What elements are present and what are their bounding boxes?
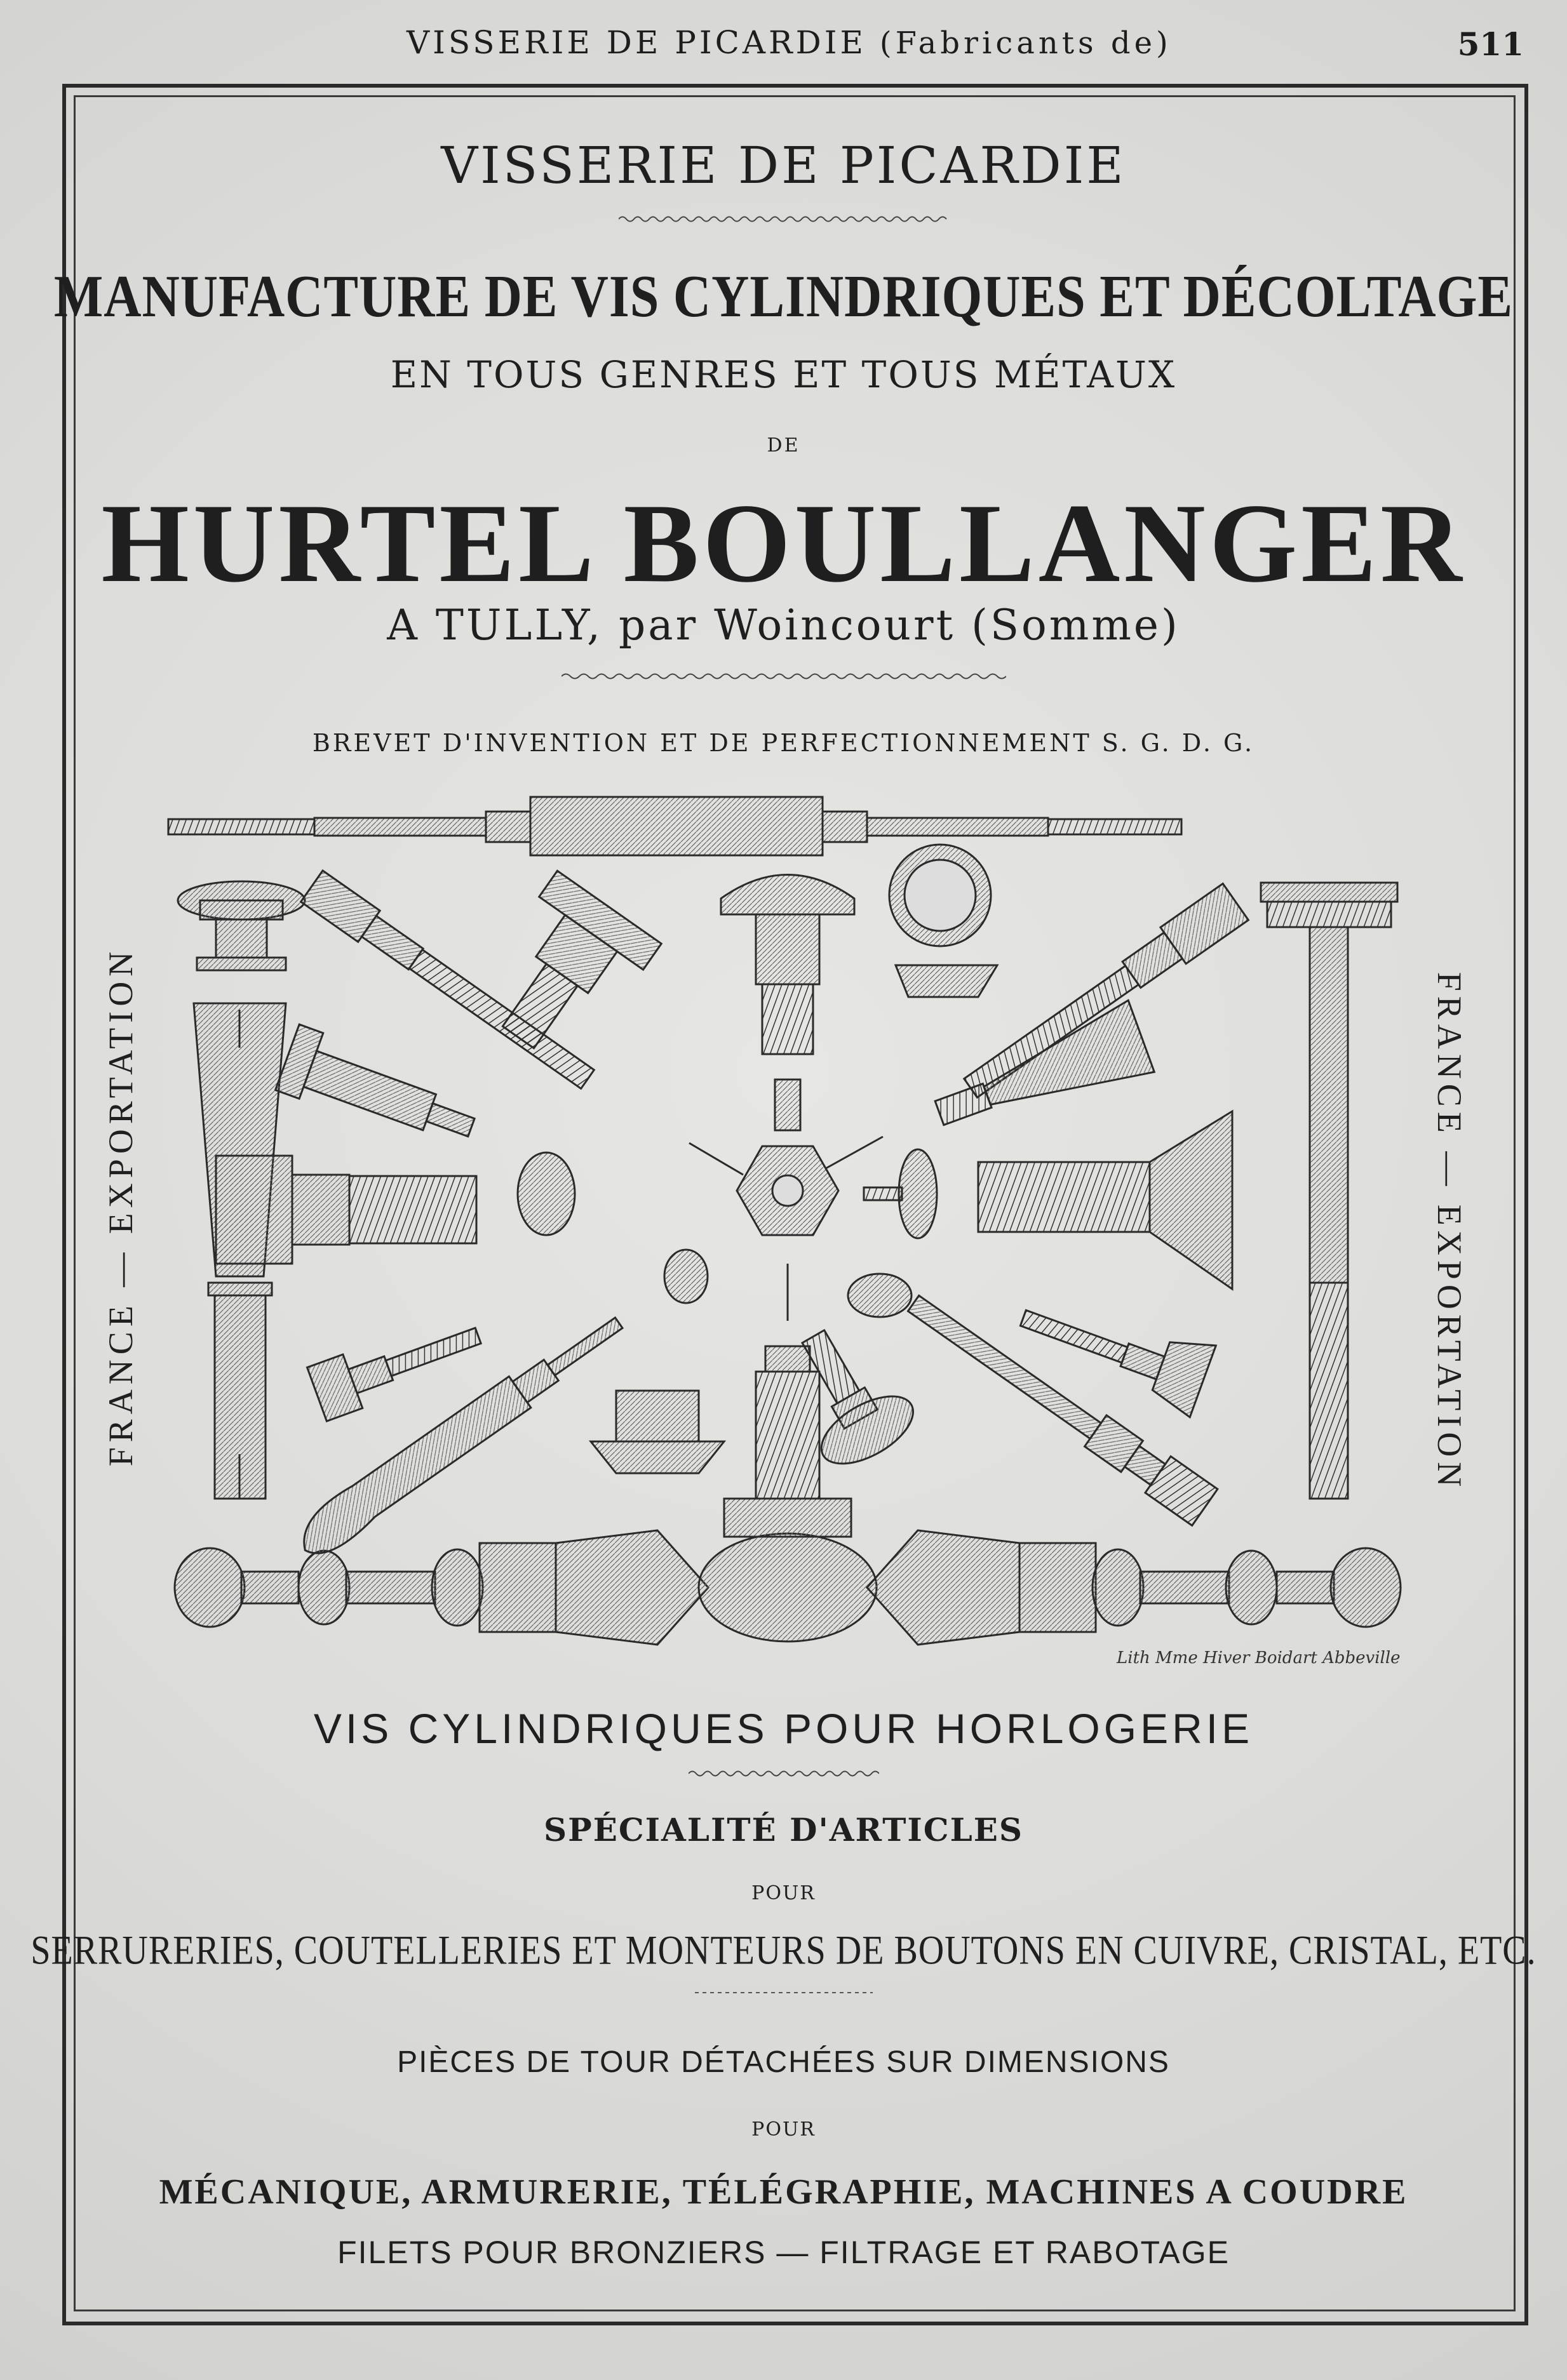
- flanged-cap: [591, 1391, 724, 1473]
- page-number: 511: [1457, 25, 1524, 63]
- long-threaded-rod: [168, 797, 1181, 855]
- turned-parts-line: PIÈCES DE TOUR DÉTACHÉES SUR DIMENSIONS: [397, 2045, 1170, 2079]
- running-head-subtitle: (Fabricants de): [879, 25, 1172, 61]
- genres-line: EN TOUS GENRES ET TOUS MÉTAUX: [390, 353, 1177, 396]
- hex-bolt: [216, 1153, 575, 1264]
- lithographer-credit: Lith Mme Hiver Boidart Abbeville: [1117, 1648, 1401, 1668]
- manufacture-line: MANUFACTURE DE VIS CYLINDRIQUES ET DÉCOLTAGE: [53, 263, 1514, 330]
- central-hex-nut: [737, 1146, 838, 1235]
- eye-ring: [889, 845, 997, 997]
- ornament-rule: [695, 1989, 873, 1996]
- ornament-rule: [562, 672, 1006, 681]
- clock-screws-line: VIS CYLINDRIQUES POUR HORLOGERIE: [313, 1705, 1254, 1752]
- de-line: DE: [767, 434, 800, 457]
- patent-line: BREVET D'INVENTION ET DE PERFECTIONNEMENT S. G. D. G.: [312, 729, 1255, 757]
- side-text-left: FRANCE — EXPORTATION: [102, 946, 140, 1467]
- specialty-line: SPÉCIALITÉ D'ARTICLES: [544, 1811, 1023, 1849]
- company-owner-name: HURTEL BOULLANGER: [101, 480, 1466, 606]
- ornament-rule: [619, 215, 949, 224]
- running-head: [407, 24, 1172, 61]
- side-text-right: FRANCE — EXPORTATION: [1430, 972, 1469, 1492]
- mechanics-line: MÉCANIQUE, ARMURERIE, TÉLÉGRAPHIE, MACHINES A COUDRE: [159, 2172, 1408, 2212]
- locksmith-line: SERRURERIES, COUTELLERIES ET MONTEURS DE BOUTONS EN CUIVRE, CRISTAL, ETC.: [30, 1928, 1537, 1974]
- running-head-title: VISSERIE DE PICARDIE: [407, 24, 866, 61]
- radiating-screws: [216, 845, 1248, 1564]
- funnel-screw: [864, 1111, 1232, 1289]
- knob-screw: [178, 881, 305, 970]
- turned-baluster: [175, 1530, 1401, 1645]
- ornament-rule: [689, 1769, 879, 1778]
- round-head-screw: [721, 875, 854, 1131]
- threads-line: FILETS POUR BRONZIERS — FILTRAGE ET RABOTAGE: [337, 2235, 1230, 2270]
- pour-line-2: POUR: [751, 2118, 816, 2141]
- screws-engraving: [152, 781, 1423, 1670]
- long-screw-right: [1261, 883, 1397, 1499]
- pour-line-1: POUR: [751, 1882, 816, 1904]
- company-title: VISSERIE DE PICARDIE: [441, 136, 1126, 195]
- company-location: A TULLY, par Woincourt (Somme): [387, 601, 1180, 650]
